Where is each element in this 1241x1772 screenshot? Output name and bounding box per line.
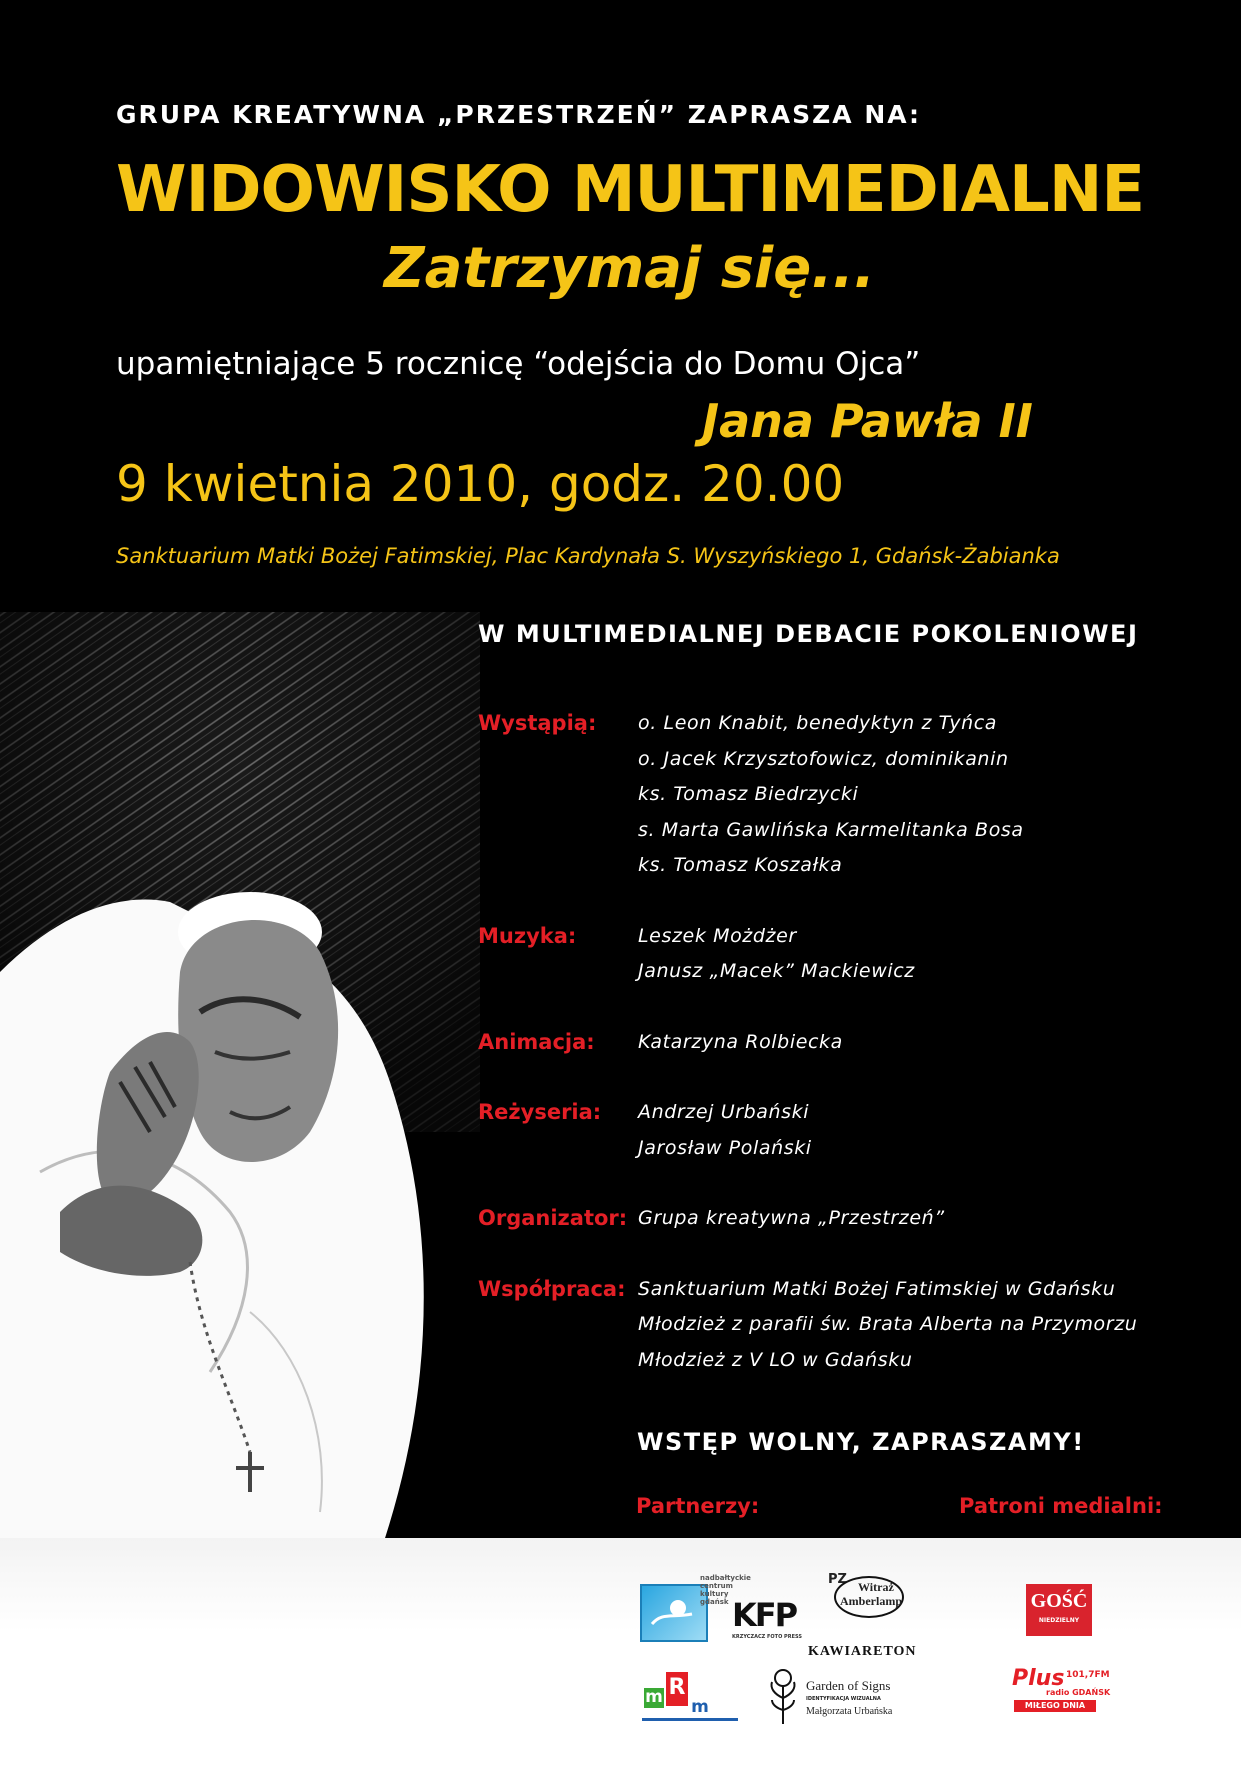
credits-list: [478, 706, 1168, 1378]
credit-value: ks. Tomasz Koszałka: [638, 854, 843, 876]
garden-of-signs-logo: [766, 1668, 916, 1728]
witraz-sub-text: Amberlamp: [840, 1594, 902, 1608]
credit-row-cooperation: [478, 1272, 1168, 1379]
witraz-pz-text: PZ: [828, 1572, 847, 1587]
credit-value: Młodzież z V LO w Gdańsku: [638, 1348, 913, 1371]
plus-radio-text: radio GDAŃSK: [1046, 1688, 1111, 1697]
credit-value: Jarosław Polański: [638, 1136, 812, 1159]
event-subtitle: Zatrzymaj się...: [384, 236, 876, 301]
witraz-amberlamp-logo: [828, 1570, 904, 1622]
gosc-niedzielny-logo: [1026, 1584, 1092, 1636]
garden-sub-text: IDENTYFIKACJA WIZUALNA: [806, 1696, 881, 1702]
radio-plus-logo: [1006, 1666, 1116, 1716]
gosc-name-text: GOŚĆ: [1030, 1590, 1088, 1612]
credit-row-organizer: [478, 1201, 1168, 1237]
event-title: WIDOWISKO MULTIMEDIALNE: [116, 153, 1145, 227]
credit-row-direction: [478, 1095, 1168, 1166]
credit-value: Andrzej Urbański: [638, 1101, 810, 1123]
credit-value: o. Jacek Krzysztofowicz, dominikanin: [638, 747, 1009, 770]
mrm-m-blue: m: [691, 1697, 709, 1717]
kawiareton-logo: KAWIARETON: [808, 1644, 917, 1659]
media-patrons-label: Patroni medialni:: [959, 1494, 1163, 1518]
mrm-logo: [642, 1672, 738, 1722]
credit-label: Muzyka:: [478, 923, 577, 948]
credit-value: Janusz „Macek” Mackiewicz: [638, 960, 915, 982]
credit-value: s. Marta Gawlińska Karmelitanka Bosa: [638, 818, 1024, 841]
plus-name-text: Plus: [1012, 1666, 1065, 1691]
kfp-logo: [732, 1596, 802, 1640]
kfp-logo-subtext: KRZYCZACZ FOTO PRESS: [732, 1634, 802, 1640]
garden-author-text: Małgorzata Urbańska: [806, 1706, 893, 1717]
credit-value: Młodzież z parafii św. Brata Alberta na Przymorzu: [638, 1313, 1138, 1335]
event-date: 9 kwietnia 2010, godz. 20.00: [116, 455, 845, 513]
credit-value: Katarzyna Rolbiecka: [638, 1030, 843, 1053]
gosc-sub-text: NIEDZIELNY: [1038, 1617, 1080, 1624]
credit-row-music: [478, 919, 1168, 990]
witraz-name-text: Witraż: [858, 1580, 894, 1594]
plus-freq-text: 101,7FM: [1066, 1670, 1110, 1680]
credit-value: ks. Tomasz Biedrzycki: [638, 783, 859, 805]
credit-label: Animacja:: [478, 1029, 595, 1054]
invitation-line: GRUPA KREATYWNA „PRZESTRZEŃ” ZAPRASZA NA:: [116, 100, 922, 129]
credit-values: [638, 706, 1024, 884]
credit-row-animation: [478, 1025, 1168, 1061]
sponsor-logos-band: [0, 1538, 1241, 1772]
credit-value: o. Leon Knabit, benedyktyn z Tyńca: [638, 712, 998, 734]
credit-label: Wystąpią:: [478, 711, 597, 735]
credit-value: Leszek Możdżer: [638, 924, 797, 947]
credit-value: Grupa kreatywna „Przestrzeń”: [638, 1207, 945, 1229]
garden-title-text: Garden of Signs: [806, 1678, 891, 1693]
credit-values: [638, 1025, 843, 1061]
plus-tagline-text: MIŁEGO DNIA: [1014, 1700, 1096, 1712]
credit-label: Reżyseria:: [478, 1100, 602, 1124]
credit-row-speakers: [478, 706, 1168, 884]
event-venue: Sanktuarium Matki Bożej Fatimskiej, Plac Kardynała S. Wyszyńskiego 1, Gdańsk-Żabianka: [116, 544, 1060, 568]
credit-values: [638, 1272, 1137, 1379]
partners-label: Partnerzy:: [636, 1494, 760, 1518]
credit-value: Sanktuarium Matki Bożej Fatimskiej w Gdańsku: [638, 1277, 1116, 1300]
debate-heading: W MULTIMEDIALNEJ DEBACIE POKOLENIOWEJ: [478, 620, 1139, 648]
honoree-name: Jana Pawła II: [702, 394, 1033, 448]
free-entry-note: WSTĘP WOLNY, ZAPRASZAMY!: [637, 1428, 1085, 1456]
mrm-m-green: m: [645, 1687, 663, 1707]
credit-label: Organizator:: [478, 1206, 628, 1230]
garden-plant-icon: [766, 1668, 800, 1726]
credit-label: Współpraca:: [478, 1276, 626, 1301]
mrm-r-red: R: [666, 1672, 688, 1706]
kfp-logo-text: KFP: [732, 1596, 797, 1634]
commemoration-line: upamiętniające 5 rocznicę “odejścia do Domu Ojca”: [116, 346, 921, 382]
nck-logo-text: nadbałtyckie centrum kultury gdańsk: [700, 1574, 751, 1606]
credit-values: [638, 919, 915, 990]
credit-values: [638, 1201, 945, 1237]
credit-values: [638, 1095, 812, 1166]
